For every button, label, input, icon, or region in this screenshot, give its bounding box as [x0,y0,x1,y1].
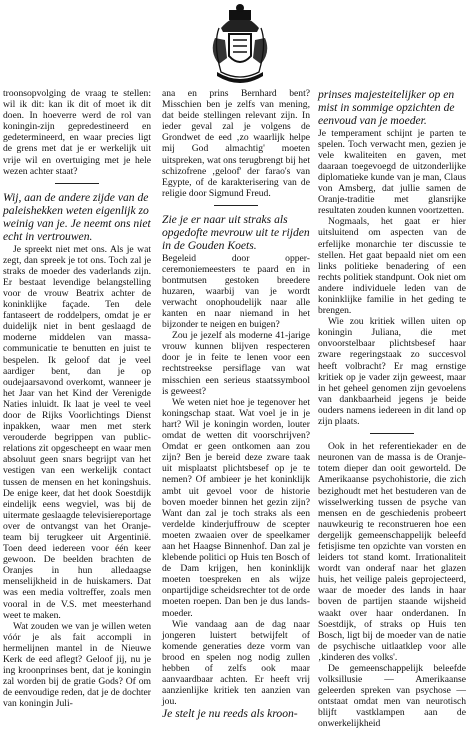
royal-coat-of-arms-emblem [207,2,273,86]
body-paragraph: Ook in het referentiekader en de neuronen van de massa is de Oranje-totem dieper dan ooit geworteld. De Amerikaanse psychohistorie, die zich bezighoudt met het bestuderen van de wisselwerking tussen de psyche van mensen en de geschiedenis probeert nauwkeurig te reconstrueren hoe een dergelijk gemeenschappelijk beleefd fetisjisme ten opzichte van vorsten en leiders tot stand komt. Irrationaliteit wordt van onderaf naar het glazen huis, het veilige paleis geprojecteerd, waar de moeder des lands in haar boven de partijen staande wijsheid waakt over haar onderdanen. In Soestdijk, of straks op Huis ten Bosch, ligt bij de moeder van de natie de psychische uitlaatklep voor alle ‚kinderen des volks'. [318,441,466,663]
pull-quote: Zie je er naar uit straks als opgedofte mevrouw uit te rijden in de Gouden Koets. [162,212,310,253]
section-divider [55,183,99,184]
article-column-1 [3,88,151,710]
section-divider [214,205,258,206]
body-paragraph: Nogmaals, het gaat er hier uitsluitend om aspecten van de erfelijke monarchie ter discussie te stellen. Het gaat bepaald niet om een links politieke benadering of een rechts politiek standpunt. Ook niet om andere individuele leden van de koninklijke familie in het geding te brengen. [318,216,466,317]
body-paragraph: Wat zouden we van je willen weten vóór je als fait accompli in hermelijnen mantel in de Nieuwe Kerk de eed aflegt? Geloof jij, nu je ing kroonprinses bent, dat je koningin zal worden bij de gratie Gods? Of om de eenvoudige reden, dat je de dochter van koningin Juli- [3,620,151,710]
article-column-3 [318,88,466,730]
article-column-2 [162,88,310,721]
body-paragraph: We weten niet hoe je tegenover het koningschap staat. Wat voel je in je hart? Wil je koningin worden, louter omdat de wetten dit voorschrijven? Omdat er geen ontkomen aan zou zijn? Ben je bereid deze zware taak uit misplaatst plichtsbesef op je te nemen? Of ambieer je het koninklijk ambt uit gevoel voor de historie boven moeder binnen het gezin zijn? Want dan zal je toch straks als een verdelde kinderjuffrouw de scepter moeten zwaaien over de speelkamer aan het Haagse Binnenhof. Dan zal je klebende politici op Huis ten Bosch of de Dam krijgen, hen koninklijk moeten toespreken en als wijze onpartijdige scheidsrechter tot de orde moeten roepen. Dan ben je dus lands-moeder. [162,396,310,619]
body-paragraph: troonsopvolging de vraag te stellen: wil ik dit: kan ik dit of moet ik dit doen. In hoeverre werd de rol van koningin-zijn gepredestineerd en gedetermineerd, en waar precies ligt de grens met dat je er werkelijk uit vrije wil en overtuiging met je hele wezen achter staat? [3,88,151,177]
body-paragraph: Je temperament schijnt je parten te spelen. Toch verwacht men, gezien je vele kwaliteiten en gaven, met daaraan toegevoegd de uitzonderlijke diplomatieke kunde van je man, Claus von Amsberg, dat jullie samen de Oranje-traditie met glansrijke resultaten zouden kunnen voortzetten. [318,127,466,217]
body-paragraph: Begeleid door opper-ceremoniemeesters te paard en in bontmutsen gestoken breedere huzaren, waarbij van je wordt verwacht onophoudelijk naar alle kanten en naar niemand in het bijzonder te neigen en buigen? [162,252,310,331]
body-paragraph: ana en prins Bernhard bent? Misschien ben je zelfs van mening, dat beide stellingen relevant zijn. In ieder geval zal je volgens de Grondwet de eed ‚zo waarlijk helpe mij God almachtig' moeten uitspreken, wat ons terugbrengt bij het schizofrene ‚geloof' der farao's van Egypte, of de karakterisering van de religie door Sigmund Freud. [162,88,310,199]
pull-quote-continued: Je stelt je nu reeds als kroon- [162,707,298,721]
body-paragraph: Je spreekt niet met ons. Als je wat zegt, dan spreek je tot ons. Toch zal je straks de moeder des vaderlands zijn. Er bestaat levendige belangstelling voor de vrouw Beatrix achter de koninklijke façade. Ten dele fantaseert de roddelpers, omdat je er duidelijk niet in bent geslaagd de moderne middelen van massa-communicatie te benutten en juist te bespelen. Ik geloof dat je veel aardiger bent, dan je op oudejaarsavond overkomt, wanneer je het Jaar van het Kind der Verenigde Naties inluidt. Ik laat je veel te veel door de Rijks Voorlichtings Dienst inpakken, waar men met sterk verouderde begrippen van public-relations zit opgescheept en waar men absoluut geen snars begrijpt van het vestigen van een werkelijk contact tussen de mensen en het koningshuis. De enige keer, dat het dook Soestdijk eindelijk eens wegviel, was bij de uitermate geslaagde televisiereportage over de ontvangst van het Oranje-team bij terugkeer uit Argentinië. Toen deed iedereen voor één keer gewoon. De beelden brachten de Oranjes in hun alledaagse menselijkheid in de huiskamers. Dat was een media voltreffer, zoals men vooral in de V.S. met meesterhand weet te maken. [3,243,151,621]
body-paragraph: Wie zou kritiek willen uiten op koningin Juliana, die met onvoorstelbaar plichtsbesef haar zware regeringstaak zo succesvol heeft volbracht? Er mag ernstige kritiek op je vader zijn geweest, maar in het geheel genomen zijn gevoelens van dankbaarheid jegens je beide ouders namens iedereen in dit land op zijn plaats. [318,316,466,428]
body-paragraph: De gemeenschappelijk beleefde volksillusie — Amerikaanse geleerden spreken van psychose — ontstaat omdat men van neurotisch blijft vastklampen aan de onwerkelijkheid [318,663,466,730]
body-paragraph: Zou je jezelf als moderne 41-jarige vrouw kunnen blijven respecteren door je in feite te lenen voor een rechtstreekse persiflage van wat misschien een serieus staatssymbool is geweest? [162,330,310,397]
pull-quote-continuation: prinses majesteitelijker op en mist in sommige opzichten de eenvoud van je moeder. [318,88,455,128]
body-paragraph: Wie vandaag aan de dag naar jongeren luistert betwijfelt of komende generaties deze vorm van brood en spelen nog nodig zullen hebben of zelfs ook maar aanvaardbaar achten. Er heeft vrij aanzienlijke kritiek ten aanzien van jou. [162,618,310,708]
pull-quote: Wij, aan de andere zijde van de paleishekken weten eigenlijk zo weinig van je. Je neemt ons niet echt in vertrouwen. [3,190,151,244]
section-divider [370,433,414,434]
